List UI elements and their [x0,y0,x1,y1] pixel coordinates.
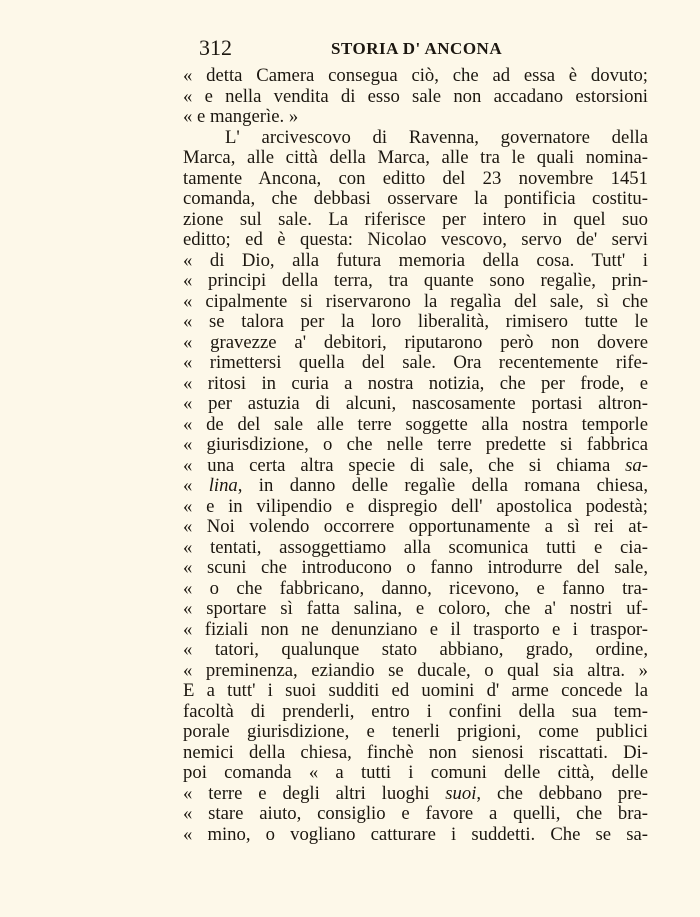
text-line: « de del sale alle terre soggette alla nostra temporle [183,413,648,435]
text-line: « tatori, qualunque stato abbiano, grado, ordine, [183,639,648,660]
text-line: « terre e degli altri luoghi suoi, che debbano pre- [183,782,648,804]
text-line: E a tutt' i suoi sudditi ed uomini d' arme concede la [183,680,648,701]
text-line: « e in vilipendio e dispregio dell' apostolica podestà; [183,495,648,517]
text-line: editto; ed è questa: Nicolao vescovo, servo de' servi [183,229,648,250]
text-line: « rimettersi quella del sale. Ora recentemente rife- [183,352,648,373]
text-line: « Noi volendo occorrere opportunamente a sì rei at- [183,516,648,537]
text-line: « una certa altra specie di sale, che si chiama sa- [183,454,648,476]
text-line: « principi della terra, tra quante sono regalìe, prin- [183,270,648,291]
text-line: « di Dio, alla futura memoria della cosa. Tutt' i [183,249,648,271]
body-text [183,66,648,845]
text-line: « gravezze a' debitori, riputarono però non dovere [183,331,648,353]
text-line: « cipalmente si riservarono la regalìa del sale, sì che [183,290,648,312]
italic-word: suoi [445,782,477,804]
page-header [183,35,653,61]
text-line: « o che fabbricano, danno, ricevono, e fanno tra- [183,577,648,599]
italic-word: lina [208,475,238,496]
text-line: « se talora per la loro liberalità, rimisero tutte le [183,311,648,332]
text-line: porale giurisdizione, e tenerli prigioni, come publici [183,721,648,742]
italic-word: sa- [625,454,648,476]
text-line: facoltà di prenderli, entro i confini della sua tem- [183,700,648,722]
text-line: « mino, o vogliano catturare i suddetti. Che se sa- [183,823,648,845]
text-line: Marca, alle città della Marca, alle tra le quali nomina- [183,147,648,168]
text-line: tamente Ancona, con editto del 23 novembre 1451 [183,167,648,189]
text-line: poi comanda « a tutti i comuni delle città, delle [183,762,648,783]
text-line: « per astuzia di alcuni, nascosamente portasi altron- [183,393,648,414]
text-line: « stare aiuto, consiglio e favore a quelli, che bra- [183,803,648,824]
text-line: zione sul sale. La riferisce per intero in quel suo [183,208,648,230]
text-line: L' arcivescovo di Ravenna, governatore della [225,126,648,148]
text-line: « lina, in danno delle regalìe della romana chiesa, [183,475,648,496]
text-line: « giurisdizione, o che nelle terre predette si fabbrica [183,434,648,455]
text-line: « scuni che introducono o fanno introdurre del sale, [183,557,648,578]
text-line: nemici della chiesa, finchè non sienosi riscattati. Di- [183,741,648,763]
text-line: « fiziali non ne denunziano e il trasporto e i traspor- [183,618,648,640]
text-line: « e mangerìe. » [183,106,299,127]
text-line: « tentati, assoggettiamo alla scomunica tutti e cia- [183,536,648,558]
text-line: « detta Camera consegua ciò, che ad essa è dovuto; [183,65,648,86]
running-head: STORIA D' ANCONA [331,39,503,58]
text-line: « preminenza, eziandio se ducale, o qual sia altra. » [183,659,648,681]
text-line: comanda, che debbasi osservare la pontificia costitu- [183,188,648,209]
text-line: « sportare sì fatta salina, e coloro, che a' nostri uf- [183,598,648,619]
text-line: « ritosi in curia a nostra notizia, che per frode, e [183,372,648,394]
text-line: « e nella vendita di esso sale non accadano estorsioni [183,85,648,107]
page-number: 312 [199,35,232,60]
